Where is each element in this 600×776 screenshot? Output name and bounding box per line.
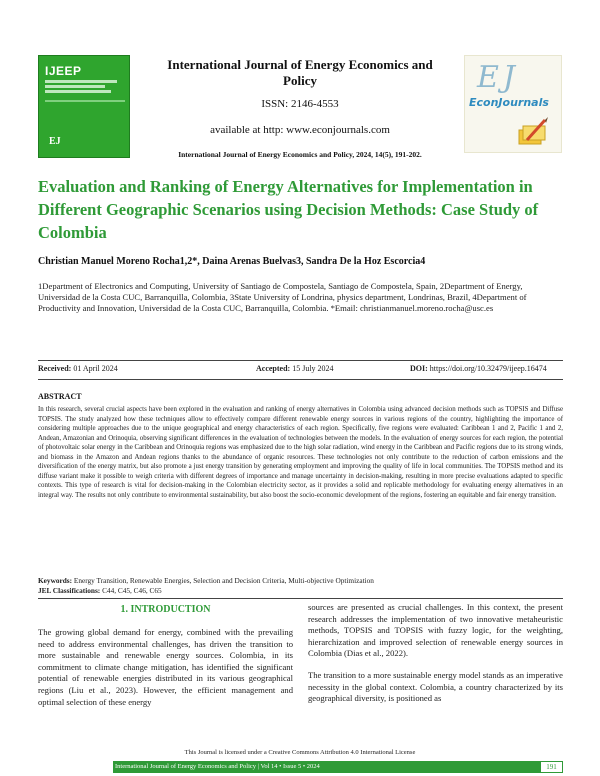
doi[interactable]: DOI: https://doi.org/10.32479/ijeep.16474 [410, 364, 547, 373]
author-affiliations: 1Department of Electronics and Computing, University of Santiago de Compostela, Santiago de Compostela, Spain, 2Department of Energy, Universidad de la Costa CUC, Barranquilla, Colombia, 3State University of Londrina, physics department, Londrinas, Brazil, 4Department of Productivity and Innovation, Universidad de la Costa CUC, Barranquilla, Colombia. *Email: christianmanuel.moreno.rocha@usc.es [38, 281, 527, 313]
intro-paragraph-2: sources are presented as crucial challenges. In this context, the present research addresses the implementation of two innovative metaheuristic methods, TOPSIS and TOPSIS with fuzzy logic, for the weighting, hierarchization and improved selection of renewable energy sources in Colombia (Dias et al., 2022). [308, 602, 563, 659]
keywords-rule [38, 598, 563, 599]
journal-cover-image [38, 55, 130, 158]
meta-bottom-rule [38, 379, 563, 380]
cover-publisher-mark: EJ [49, 136, 61, 147]
journal-title: International Journal of Energy Economics and Policy [167, 57, 433, 88]
footer-text: International Journal of Energy Economics and Policy | Vol 14 • Issue 5 • 2024 [115, 763, 320, 770]
left-column [38, 602, 293, 708]
article-dates [38, 364, 563, 376]
article-title: Evaluation and Ranking of Energy Alternatives for Implementation in Different Geographic Scenarios using Decision Methods: Case Study of Colombia [38, 177, 539, 242]
abstract-heading: ABSTRACT [38, 392, 82, 401]
econjournals-logo [464, 55, 562, 153]
jel-line: JEL Classifications: C44, C45, C46, C65 [38, 586, 162, 595]
intro-paragraph-1: The growing global demand for energy, combined with the prevailing need to address environmental challenges, has driven the transition to more sustainable and renewable energy sources. Colombia, in its commitment to climate change mitigation, has identified the significant potential of renewable energies distributed in its various geographical regions (Liu et al., 2023). However, the efficient management and optimal selection of these energy [38, 627, 293, 707]
article-citation: International Journal of Energy Economics and Policy, 2024, 14(5), 191-202. [178, 150, 422, 159]
cover-title: IJEEP [45, 64, 82, 78]
article-authors: Christian Manuel Moreno Rocha1,2*, Daina Arenas Buelvas3, Sandra De la Hoz Escorcia4 [38, 256, 426, 267]
cover-divider [45, 100, 125, 102]
keywords-line: Keywords: Energy Transition, Renewable Energies, Selection and Decision Criteria, Multi-objective Optimization [38, 576, 374, 585]
keywords-block [38, 576, 563, 596]
cover-fine-print [45, 80, 125, 93]
journal-issn: ISSN: 2146-4553 [261, 98, 339, 110]
abstract-text: In this research, several crucial aspects have been explored in the evaluation and ranking of energy alternatives in Colombia using advanced decision methods such as TOPSIS and Diffuse TOPSIS. The study analyzed how these techniques allow to effectively compare different renewable energy sources in various regions of the country, highlighting the importance of considering multiple approaches due to the unique geographical and energy characteristics of each region. Specifically, five regions were evaluated: Caribbean 1 and 2, Pacific 1 and 2, Andean, Amazonian and Orinoquia, observing significant differences in the evaluation of technologies between the models. In the evaluation of energy sources for each region, the potential of photovoltaic solar energy in the Caribbean and Orinoquia regions was emphasized due to the high solar radiation, wind energy in the Caribbean and Pacific regions due to its strong winds, and biomass in the Amazon and Andean regions thanks to the abundance of organic resources. These technologies not only contribute to the reduction of carbon emissions and the diversification of the energy matrix, but also promote a just energy transition by generating employment and improving the quality of life in local communities. The TOPSIS method and its diffuse variant make it possible to weigh criteria with different degrees of importance and manage uncertainty in decision-making, resulting in more precise evaluations adapted to specific contexts. This type of research is vital for decision-making in the Colombian electricity sector, as it provides a solid and replicable methodology for evaluating energy alternatives in an integral way. The results not only contribute to environmental sustainability, but also boost the socio-economic development of the regions, fostering an equitable and fair energy transition. [38, 406, 563, 499]
page-number: 191 [540, 761, 563, 773]
journal-website[interactable]: available at http: www.econjournals.com [210, 124, 390, 136]
logo-mark: EJ [477, 60, 519, 95]
meta-top-rule [38, 360, 563, 361]
license-note: This Journal is licensed under a Creative Commons Attribution 4.0 International License [184, 749, 416, 756]
journal-header [0, 0, 600, 168]
accepted-date: Accepted: 15 July 2024 [256, 364, 334, 373]
logo-name: EconJournals [469, 96, 549, 109]
pencil-icon [515, 114, 551, 148]
received-date: Received: 01 April 2024 [38, 364, 118, 373]
footer-bar [113, 761, 563, 773]
intro-paragraph-3: The transition to a more sustainable energy model stands as an imperative necessity in the global context. Colombia, a country characterized by its geographical diversity, is positioned as [308, 669, 563, 704]
section-heading: 1. INTRODUCTION [120, 604, 211, 615]
right-column [308, 602, 563, 705]
